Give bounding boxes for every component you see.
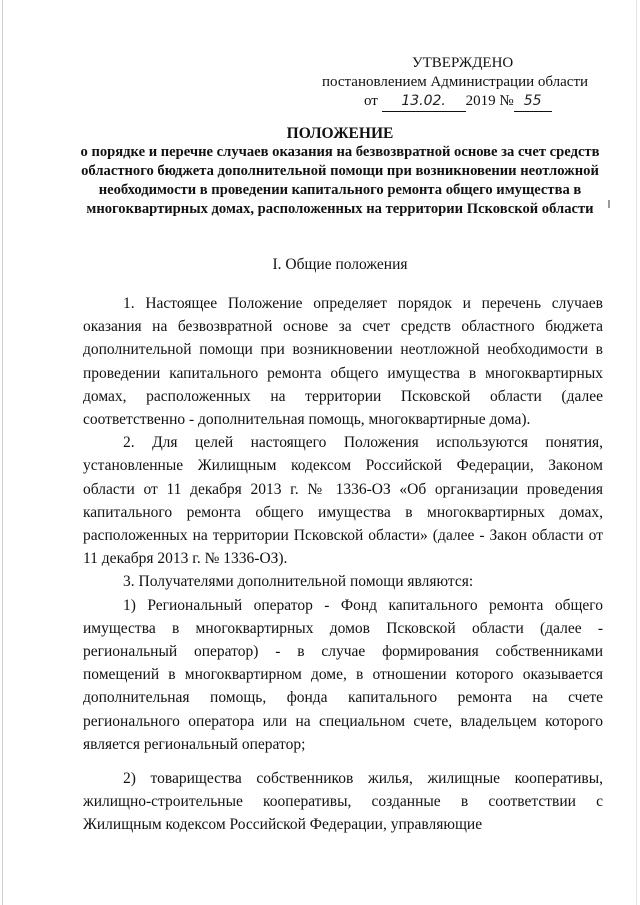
document-subtitle: о порядке и перечне случаев оказания на безвозвратной основе за счет средств областного бюджета дополнительной помощи при возникновении неотложной необходимости в проведении капитального ремонта общего имущества в многоквартирных домах, расположенных на территории Псковской области: [80, 144, 600, 217]
document-title: ПОЛОЖЕНИЕ: [286, 125, 394, 142]
approval-number-value: 55: [523, 93, 542, 109]
section-heading: I. Общие положения: [272, 256, 408, 273]
paragraph-2: 2. Для целей настоящего Положения используются понятия, установленные Жилищным кодексом Российской Федерации, Законом области от 11 декабря 2013 г. № 1336-ОЗ «Об организации проведения капитального ремонта общего имущества в многоквартирных домах, расположенных на территории Псковской области» (далее - Закон области от 11 декабря 2013 г. № 1336-ОЗ).: [83, 434, 603, 568]
scan-edge-left: [2, 0, 3, 905]
paragraph-3-item-1: 1) Региональный оператор - Фонд капитального ремонта общего имущества в многоквартирных домов Псковской области (далее - региональный оператор) - в случае формирования собственниками помещений в многоквартирном доме, в отношении которого оказывается дополнительная помощь, фонда капитального ремонта на счете регионального оператора или на специальном счете, владельцем которого является региональный оператор;: [83, 596, 603, 753]
scan-edge-right: [636, 0, 637, 905]
scan-mark: [608, 200, 610, 208]
approval-number-field: [514, 92, 552, 112]
document-title-block: [80, 124, 600, 219]
approval-from-label: от: [364, 93, 378, 109]
approval-year: 2019: [465, 93, 496, 109]
document-body: [83, 292, 603, 837]
paragraph-3-item-2: 2) товарищества собственников жилья, жилищные кооперативы, жилищно-строительные кооперативы, созданные в соответствии с Жилищным кодексом Российской Федерации, управляющие: [83, 770, 603, 834]
approval-block: [300, 54, 600, 112]
approval-date-line: [300, 92, 600, 112]
approval-heading: УТВЕРЖДЕНО: [412, 55, 514, 71]
approval-number-label: №: [499, 93, 514, 109]
approval-date-value: 13.02.: [401, 93, 446, 109]
paragraph-1: 1. Настоящее Положение определяет порядок и перечень случаев оказания на безвозвратной основе за счет средств областного бюджета дополнительной помощи при возникновении неотложной необходимости в проведении капитального ремонта общего имущества в многоквартирных домах, расположенных на территории Псковской области (далее соответственно - дополнительная помощь, многоквартирные дома).: [83, 295, 603, 429]
approval-resolution: постановлением Администрации области: [322, 74, 589, 90]
approval-date-field: [382, 92, 466, 112]
paragraph-3: 3. Получателями дополнительной помощи являются:: [123, 573, 474, 591]
